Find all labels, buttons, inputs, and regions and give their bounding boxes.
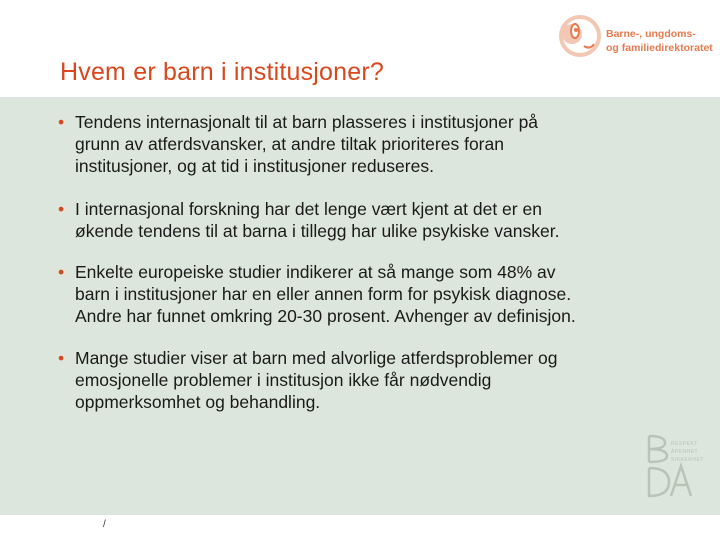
- bullet-line: økende tendens til at barna i tillegg har ulike psykiske vansker.: [75, 221, 560, 241]
- bullet-dot: •: [58, 112, 65, 132]
- bullet-dot: •: [58, 262, 65, 282]
- watermark-text: ÅPENHET: [671, 449, 699, 455]
- bullet-line: I internasjonal forskning har det lenge vært kjent at det er en: [75, 199, 542, 219]
- slide-content: [0, 97, 720, 515]
- slide-footer: [0, 515, 720, 540]
- bullet-line: grunn av atferdsvansker, at andre tiltak prioriteres foran: [75, 134, 504, 154]
- bullet-line: institusjoner, og at tid i institusjoner reduseres.: [75, 156, 434, 176]
- slide-header: [0, 0, 720, 97]
- bullet-item: [58, 347, 658, 413]
- bullet-item: [58, 261, 658, 327]
- logo-line-2: og familiedirektoratet: [606, 42, 713, 54]
- watermark-text: SIKKERHET: [671, 457, 704, 463]
- bufdir-watermark: [645, 432, 717, 504]
- bullet-dot: •: [58, 199, 65, 219]
- bullet-line: barn i institusjoner har en eller annen form for psykisk diagnose.: [75, 284, 572, 304]
- slide-title: Hvem er barn i institusjoner?: [60, 58, 384, 86]
- bullet-dot: •: [58, 348, 65, 368]
- bullet-item: [58, 198, 658, 242]
- watermark-text: RESPEKT: [671, 441, 698, 447]
- bullet-line: oppmerksomhet og behandling.: [75, 392, 321, 412]
- bullet-line: Enkelte europeiske studier indikerer at så mange som 48% av: [75, 262, 556, 282]
- footer-mark: /: [103, 519, 106, 530]
- bullet-line: Mange studier viser at barn med alvorlige atferdsproblemer og: [75, 348, 558, 368]
- bullet-line: emosjonelle problemer i institusjon ikke får nødvendig: [75, 370, 492, 390]
- bufdir-logo: [554, 14, 714, 58]
- logo-line-1: Barne-, ungdoms-: [606, 28, 696, 40]
- bullet-item: [58, 111, 658, 177]
- bullet-line: Andre har funnet omkring 20-30 prosent. Avhenger av definisjon.: [75, 306, 576, 326]
- bufdir-face-logo-icon: [554, 14, 602, 58]
- bullet-line: Tendens internasjonalt til at barn plasseres i institusjoner på: [75, 112, 539, 132]
